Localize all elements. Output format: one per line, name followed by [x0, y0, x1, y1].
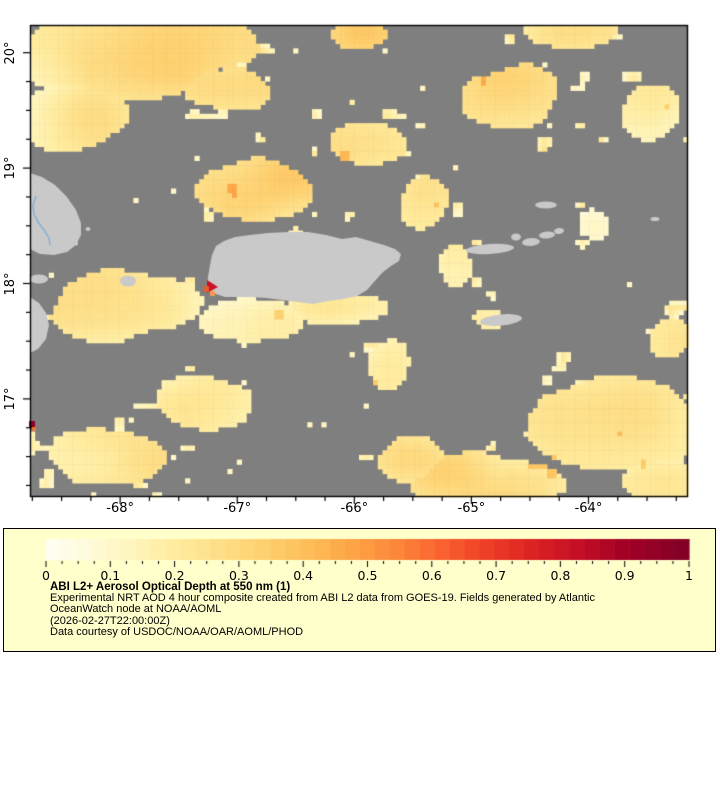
lon-label--67: -67° [223, 501, 252, 516]
lat-label-19: 19° [3, 156, 18, 180]
colorbar-label-0.3: 0.3 [228, 568, 249, 583]
lon-label--64: -64° [574, 501, 603, 516]
colorbar-label-0: 0 [42, 568, 50, 583]
colorbar-label-0.7: 0.7 [486, 568, 507, 583]
lon-label--68: -68° [106, 501, 134, 516]
legend-title: ABI L2+ Aerosol Optical Depth at 550 nm (1) [50, 581, 291, 593]
lat-label-20: 20° [3, 41, 18, 65]
legend-description-line-1: Experimental NRT AOD 4 hour composite created from ABI L2 data from GOES-19. Fields generated by Atlantic [50, 592, 595, 604]
colorbar-label-0.1: 0.1 [100, 568, 121, 583]
colorbar-label-0.9: 0.9 [614, 568, 635, 583]
lat-label-18: 18° [3, 271, 18, 296]
legend-text-block [50, 581, 710, 639]
lon-label--66: -66° [340, 501, 369, 516]
lat-label-17: 17° [3, 387, 18, 411]
lon-label--65: -65° [457, 501, 486, 516]
colorbar-label-0.2: 0.2 [164, 568, 185, 583]
legend-timestamp: (2026-02-27T22:00:00Z) [50, 614, 170, 627]
colorbar-label-0.5: 0.5 [357, 568, 378, 583]
colorbar-label-0.8: 0.8 [550, 568, 571, 583]
colorbar-label-0.6: 0.6 [421, 568, 442, 583]
legend-description-line-2: OceanWatch node at NOAA/AOML [50, 603, 222, 616]
colorbar-label-1: 1 [685, 568, 693, 583]
colorbar-label-0.4: 0.4 [293, 568, 314, 583]
legend-courtesy: Data courtesy of USDOC/NOAA/OAR/AOML/PHOD [50, 626, 304, 639]
legend-box [3, 528, 716, 652]
